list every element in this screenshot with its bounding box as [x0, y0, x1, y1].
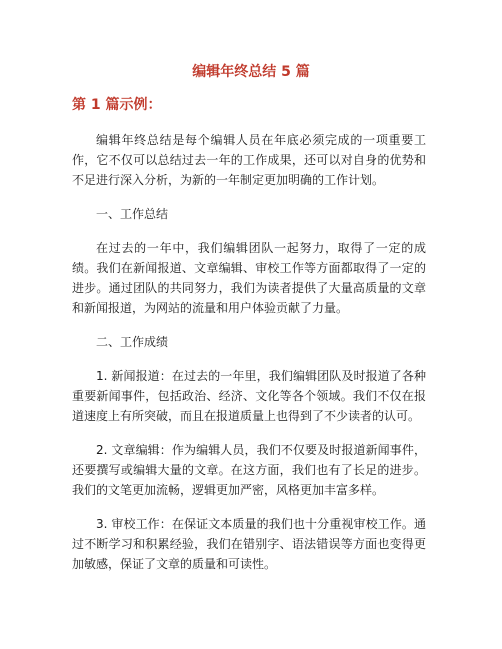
result-news-paragraph: 1. 新闻报道：在过去的一年里，我们编辑团队及时报道了各种重要新闻事件，包括政治、经济、文化等各个领域。我们不仅在报道速度上有所突破，而且在报道质量上也得到了不少读者的认可。 [72, 369, 426, 423]
document-body [72, 130, 426, 588]
section-heading: 第 1 篇示例： [72, 97, 162, 113]
document-title: 编辑年终总结 5 篇 [192, 64, 310, 80]
intro-paragraph: 编辑年终总结是每个编辑人员在年底必须完成的一项重要工作，它不仅可以总结过去一年的工作成果，还可以对自身的优势和不足进行深入分析，为新的一年制定更加明确的工作计划。 [72, 133, 426, 187]
summary-paragraph: 在过去的一年中，我们编辑团队一起努力，取得了一定的成绩。我们在新闻报道、文章编辑、审校工作等方面都取得了一定的进步。通过团队的共同努力，我们为读者提供了大量高质量的文章和新闻报道，为网站的流量和用户体验贡献了力量。 [72, 241, 426, 315]
result-editing-paragraph: 2. 文章编辑：作为编辑人员，我们不仅要及时报道新闻事件，还要撰写或编辑大量的文章。在这方面，我们也有了长足的进步。我们的文笔更加流畅，逻辑更加严密，风格更加丰富多样。 [72, 443, 426, 497]
heading-work-results: 二、工作成绩 [96, 335, 169, 349]
heading-work-summary: 一、工作总结 [96, 207, 169, 221]
result-proofreading-paragraph: 3. 审校工作：在保证文本质量的我们也十分重视审校工作。通过不断学习和积累经验，我们在错别字、语法错误等方面也变得更加敏感，保证了文章的质量和可读性。 [72, 517, 426, 571]
